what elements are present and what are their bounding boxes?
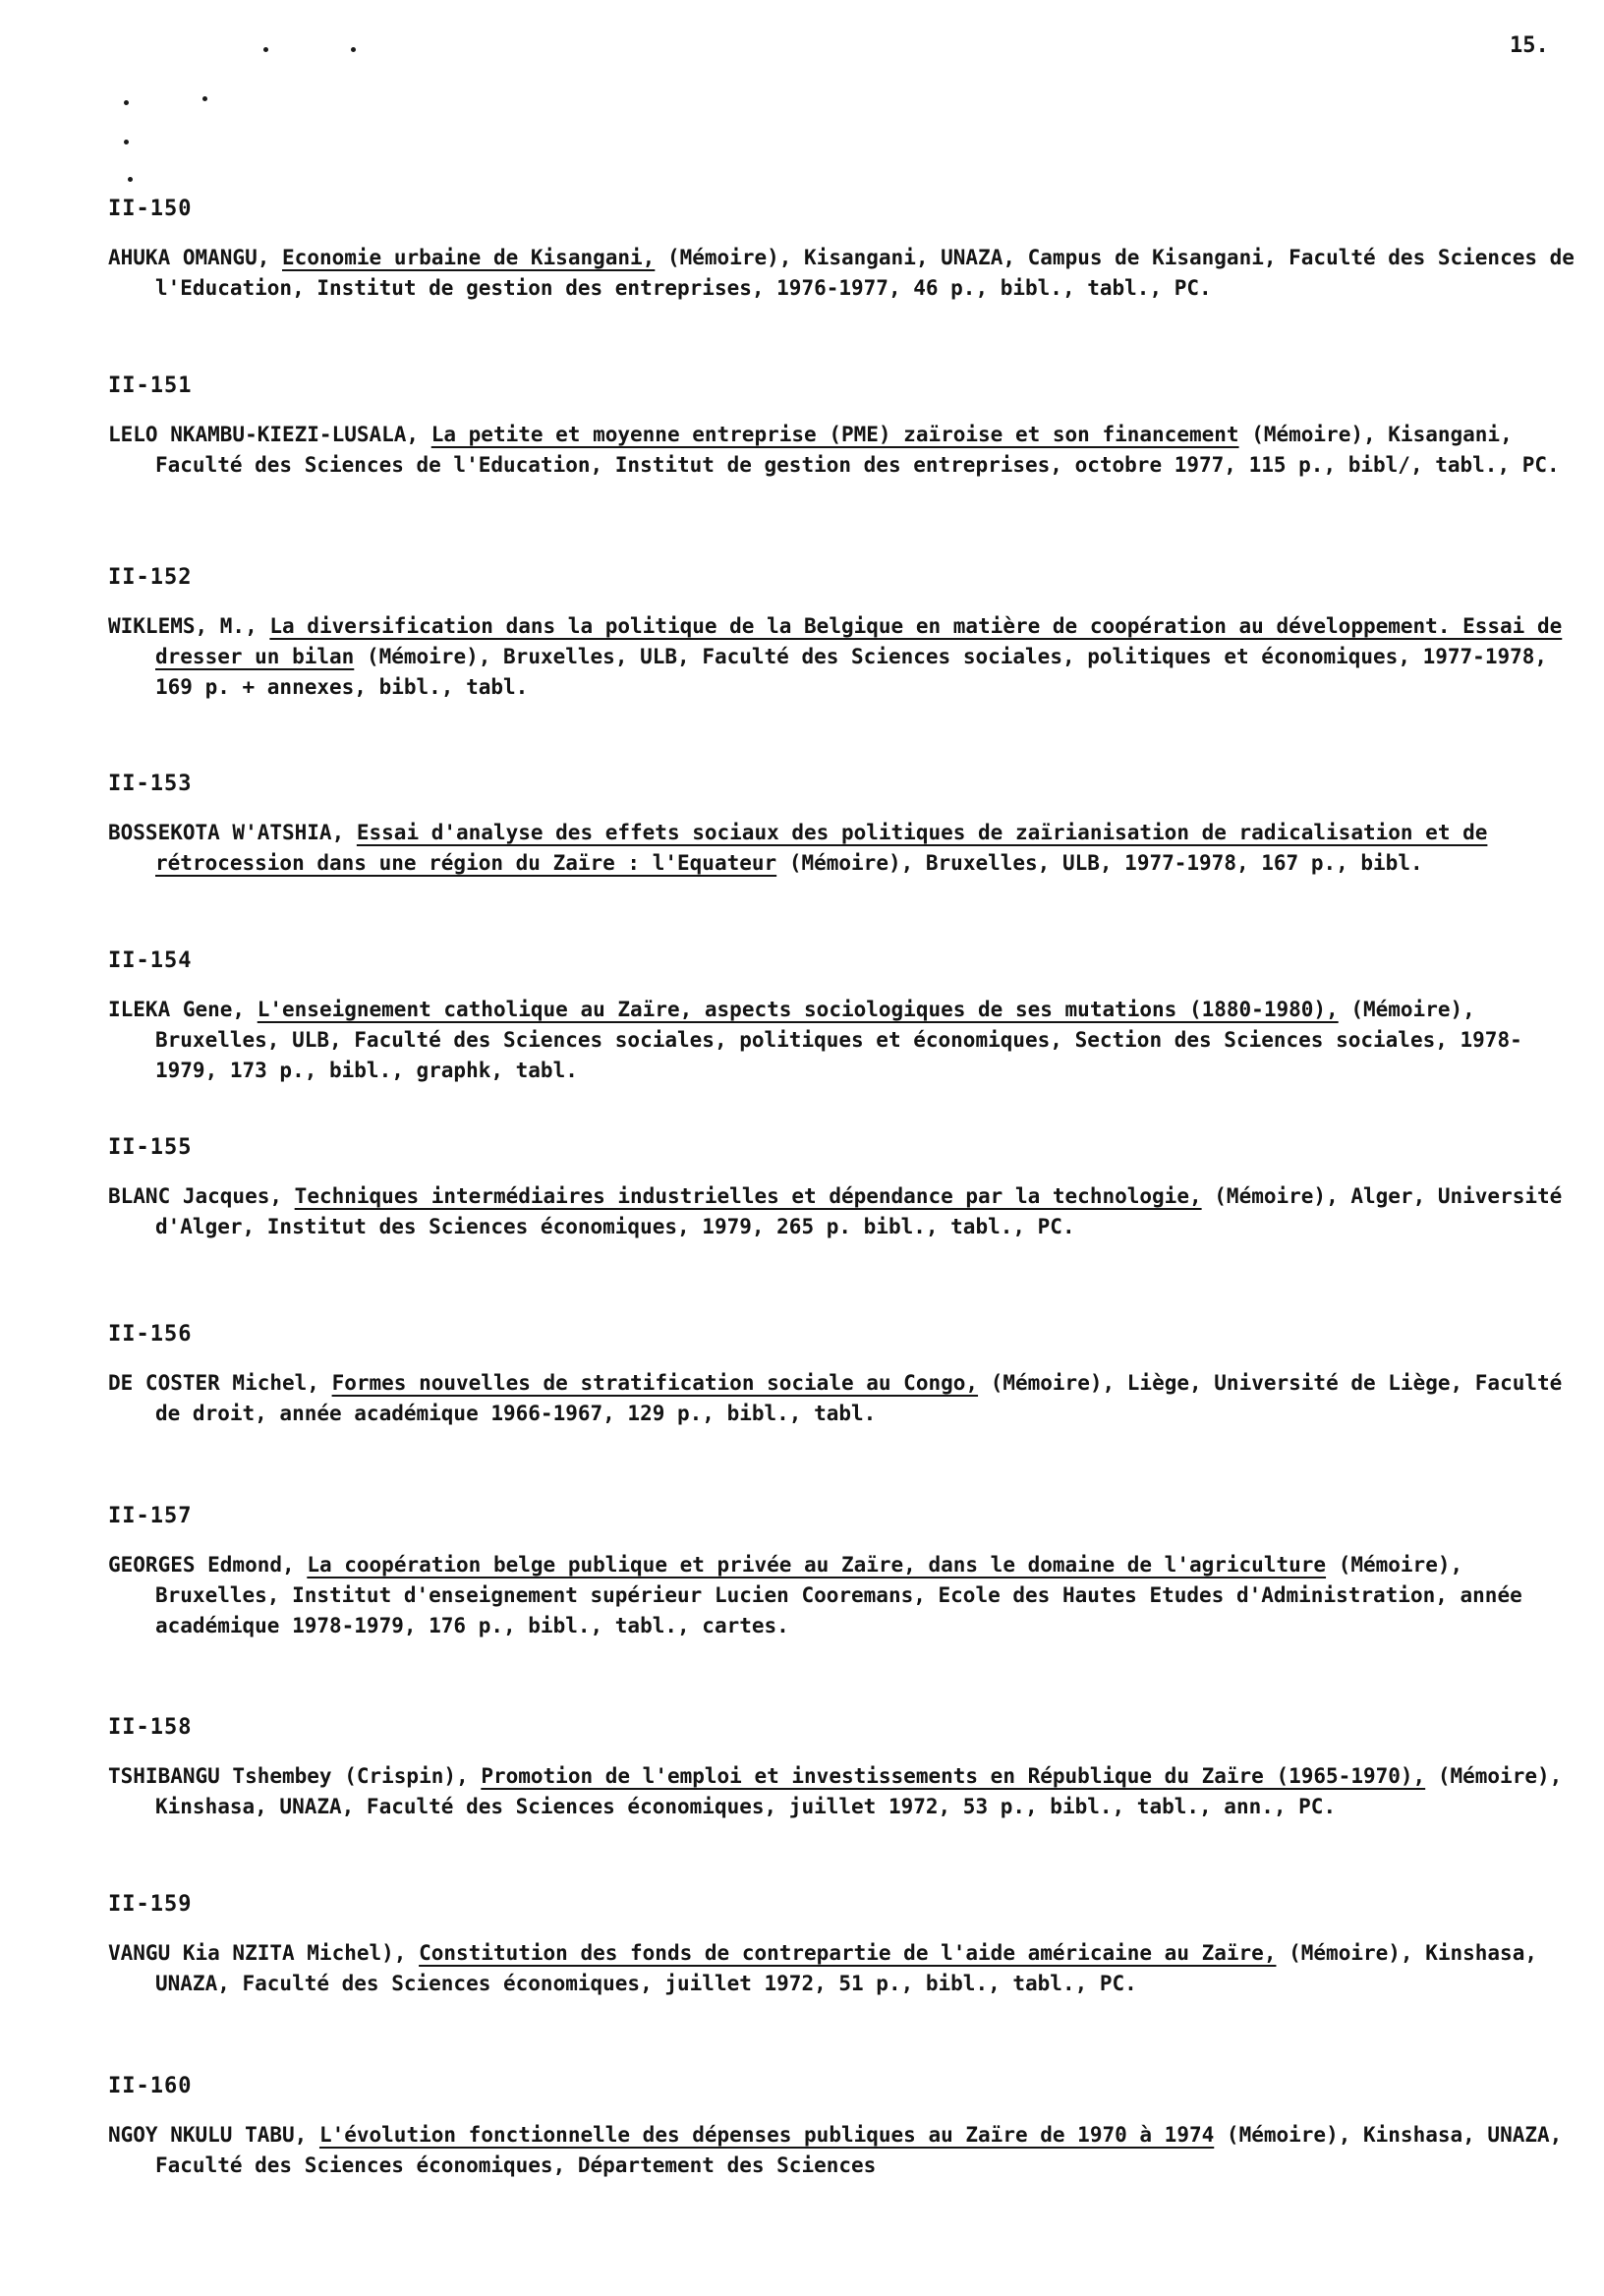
entry-author: NGOY NKULU TABU, (108, 2123, 308, 2147)
entry-id: II-157 (108, 1504, 193, 1528)
entry-id: II-150 (108, 197, 193, 221)
entry-details: (Mémoire), Bruxelles, Institut d'enseignement supérieur Lucien Cooremans, Ecole des Hautes Etudes d'Administration, année académique 1978-1979, 176 p., bibl., tabl., cartes. (155, 1553, 1522, 1637)
entry-text (108, 611, 1582, 703)
entry-title: Essai d'analyse des effets sociaux des politiques de zaïrianisation de radicalisation et de rétrocession dans une région du Zaïre : l'Equateur (155, 821, 1488, 875)
entry-id: II-151 (108, 373, 193, 398)
entry-title: L'enseignement catholique au Zaïre, aspects sociologiques de ses mutations (1880-1980), (257, 998, 1339, 1021)
bibliography-entry (108, 1892, 1582, 1999)
bibliography-entry (108, 1715, 1582, 1822)
entry-details: (Mémoire), Kisangani, UNAZA, Campus de Kisangani, Faculté des Sciences de l'Education, Institut de gestion des entreprises, 1976-1977, 46 p., bibl., tabl., PC. (155, 246, 1575, 300)
entry-author: ILEKA Gene, (108, 998, 246, 1021)
entry-text (108, 420, 1582, 481)
scan-speck (124, 140, 129, 144)
bibliography-entry (108, 2074, 1582, 2181)
entry-id: II-158 (108, 1715, 193, 1740)
entry-details: (Mémoire), Alger, Université d'Alger, Institut des Sciences économiques, 1979, 265 p. bibl., tabl., PC. (155, 1184, 1563, 1238)
entry-text (108, 243, 1582, 304)
scan-speck (124, 100, 129, 105)
entry-id: II-154 (108, 948, 193, 973)
entry-author: LELO NKAMBU-KIEZI-LUSALA, (108, 423, 420, 446)
entry-author: GEORGES Edmond, (108, 1553, 295, 1577)
scan-speck (128, 177, 133, 182)
bibliography-entry (108, 1504, 1582, 1641)
entry-details: (Mémoire), Kisangani, Faculté des Sciences de l'Education, Institut de gestion des entreprises, octobre 1977, 115 p., bibl/, tabl., PC. (155, 423, 1560, 477)
bibliography-entry (108, 373, 1582, 481)
entry-details: (Mémoire), Kinshasa, UNAZA, Faculté des Sciences économiques, juillet 1972, 53 p., bibl., tabl., ann., PC. (155, 1764, 1563, 1818)
entry-title: Techniques intermédiaires industrielles et dépendance par la technologie, (294, 1184, 1202, 1208)
entry-text (108, 1550, 1582, 1641)
page-number: 15. (1510, 33, 1549, 58)
entry-details: (Mémoire), Bruxelles, ULB, Faculté des Sciences sociales, politiques et économiques, 1977-1978, 169 p. + annexes, bibl., tabl. (155, 645, 1548, 699)
bibliography-entry (108, 565, 1582, 703)
entry-text (108, 1181, 1582, 1242)
entry-details: (Mémoire), Kinshasa, UNAZA, Faculté des Sciences économiques, juillet 1972, 51 p., bibl., tabl., PC. (155, 1941, 1537, 1995)
entry-title: L'évolution fonctionnelle des dépenses publiques au Zaïre de 1970 à 1974 (318, 2123, 1215, 2147)
entry-details: (Mémoire), Bruxelles, ULB, 1977-1978, 167 p., bibl. (788, 851, 1423, 875)
entry-author: BOSSEKOTA W'ATSHIA, (108, 821, 345, 844)
entry-text (108, 1368, 1582, 1429)
entry-title: La coopération belge publique et privée au Zaïre, dans le domaine de l'agriculture (307, 1553, 1327, 1577)
entry-author: VANGU Kia NZITA Michel), (108, 1941, 407, 1965)
scan-speck (202, 96, 207, 101)
entry-title: Formes nouvelles de stratification sociale au Congo, (331, 1371, 979, 1395)
entry-id: II-152 (108, 565, 193, 590)
entry-text (108, 1938, 1582, 1999)
entry-text (108, 818, 1582, 879)
bibliography-entry (108, 772, 1582, 879)
entry-author: BLANC Jacques, (108, 1184, 283, 1208)
bibliography-entry (108, 1322, 1582, 1429)
entry-author: WIKLEMS, M., (108, 614, 258, 638)
entry-title: Economie urbaine de Kisangani, (282, 246, 656, 269)
entry-author: AHUKA OMANGU, (108, 246, 270, 269)
entry-details: (Mémoire), Bruxelles, ULB, Faculté des Sciences sociales, politiques et économiques, Section des Sciences sociales, 1978-1979, 173 p., bibl., graphk, tabl. (155, 998, 1522, 1082)
entry-text (108, 995, 1582, 1086)
entry-details: (Mémoire), Liège, Université de Liège, Faculté de droit, année académique 1966-1967, 129 p., bibl., tabl. (155, 1371, 1563, 1425)
entry-title: La petite et moyenne entreprise (PME) zaïroise et son financement (430, 423, 1239, 446)
entry-id: II-156 (108, 1322, 193, 1347)
entry-author: TSHIBANGU Tshembey (Crispin), (108, 1764, 469, 1788)
entry-author: DE COSTER Michel, (108, 1371, 319, 1395)
entry-title: Constitution des fonds de contrepartie de l'aide américaine au Zaïre, (419, 1941, 1277, 1965)
entry-id: II-159 (108, 1892, 193, 1917)
scan-speck (351, 47, 356, 52)
bibliography-entry (108, 1135, 1582, 1242)
entry-text (108, 2120, 1582, 2181)
entry-id: II-153 (108, 772, 193, 796)
bibliography-entry (108, 948, 1582, 1086)
scan-speck (263, 47, 268, 52)
entry-title: La diversification dans la politique de la Belgique en matière de coopération au développement. Essai de dresser un bilan (155, 614, 1563, 668)
entry-details: (Mémoire), Kinshasa, UNAZA, Faculté des Sciences économiques, Département des Sciences (155, 2123, 1563, 2177)
entry-text (108, 1761, 1582, 1822)
entry-id: II-155 (108, 1135, 193, 1160)
entry-id: II-160 (108, 2074, 193, 2098)
entry-title: Promotion de l'emploi et investissements en République du Zaïre (1965-1970), (481, 1764, 1426, 1788)
bibliography-entry (108, 197, 1582, 304)
